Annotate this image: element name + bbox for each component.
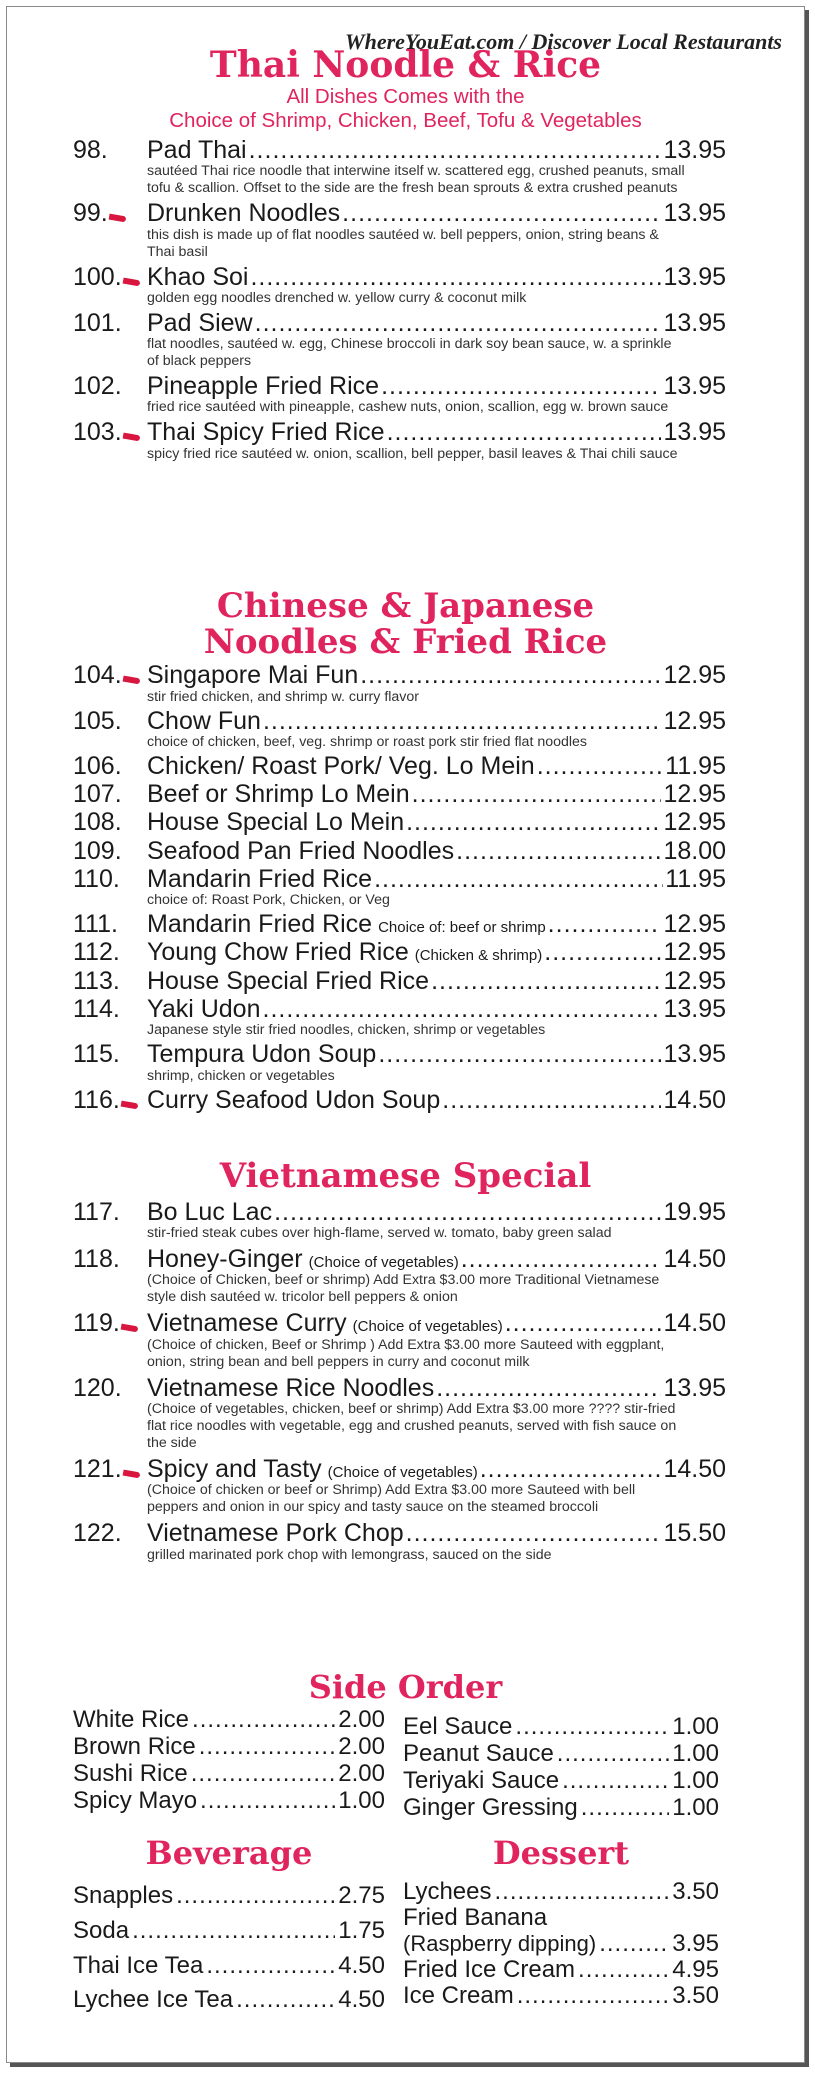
dot-leader [191,1761,336,1788]
dot-leader [176,1879,335,1914]
dot-leader [250,264,661,290]
beverage-title: Beverage [145,1834,313,1872]
menu-item[interactable] [73,1041,726,1084]
menu-item-name: Seafood Pan Fried Noodles [147,836,455,865]
menu-item-price: 14.50 [663,1454,726,1483]
menu-item-name: Pad Siew [147,308,253,337]
menu-item-description: choice of chicken, beef, veg. shrimp or roast pork stir fried flat noodles [147,733,588,750]
price-row-price: 3.95 [672,1929,719,1957]
menu-item-note: (Choice of vegetables) [308,1253,459,1271]
menu-item-price: 12.95 [663,938,726,967]
menu-item-line [73,968,726,994]
dot-leader [381,373,661,399]
menu-item-number: 99. [73,199,108,228]
menu-item-description: golden egg noodles drenched w. yellow curry & coconut milk [147,289,527,306]
menu-item-number: 118. [73,1244,120,1273]
menu-item-price: 12.95 [663,808,726,837]
price-row-name: Lychee Ice Tea [73,1986,234,2014]
menu-item[interactable] [73,809,726,835]
price-row-price: 3.50 [672,1878,719,1905]
menu-item-number-wrap [73,1456,147,1482]
menu-item-line [73,809,726,835]
price-row[interactable] [403,1795,719,1822]
price-row[interactable] [403,1714,719,1741]
price-row-name: Ice Cream [403,1981,514,2009]
price-row[interactable] [403,1905,719,1931]
dot-leader [548,911,662,937]
menu-item-price: 13.95 [663,135,726,164]
menu-item[interactable] [73,996,726,1039]
price-row[interactable] [403,1983,719,2009]
menu-item[interactable] [73,753,726,779]
menu-item-name: Thai Spicy Fried Rice [147,418,385,447]
dot-leader [537,753,664,779]
menu-item-price: 12.95 [663,706,726,735]
beverage-list [73,1879,385,2018]
price-row-name: Thai Ice Tea [73,1951,204,1979]
dot-leader [199,1734,336,1761]
menu-item-price: 13.95 [663,1040,726,1069]
dessert-list [403,1879,719,2009]
price-row-price: 2.00 [338,1706,385,1733]
vietnamese-section [7,1156,804,1564]
dot-leader [263,996,662,1022]
dot-leader [132,1914,335,1949]
dot-leader [412,781,662,807]
dot-leader [480,1456,662,1482]
menu-item-number: 114. [73,994,120,1023]
dot-leader [436,1375,661,1401]
dot-leader [387,419,662,445]
menu-item-line [73,1246,726,1272]
menu-item-name: Mandarin Fried Rice [147,910,373,939]
chili-pepper-icon [120,1324,138,1333]
price-row-name: Ginger Gressing [403,1793,578,1821]
menu-item-number: 116. [73,1085,120,1114]
dot-leader [456,838,661,864]
side-order-section [7,1668,804,1706]
menu-item[interactable] [73,1246,726,1306]
price-row[interactable] [403,1879,719,1905]
price-row-name: Snapples [73,1882,174,1909]
dot-leader [406,809,661,835]
menu-item[interactable] [73,939,726,965]
price-row-price: 1.75 [338,1916,385,1944]
menu-item-name: Vietnamese Curry [147,1309,347,1338]
menu-item-number: 107. [73,780,122,809]
dot-leader [206,1949,335,1984]
vietnamese-section-title: Vietnamese Special [219,1156,592,1196]
price-row-price: 2.00 [338,1732,385,1760]
menu-item-name: Young Chow Fried Rice [147,938,409,967]
dot-leader [360,662,661,688]
price-row-name: Fried Ice Cream [403,1955,576,1983]
price-row[interactable] [73,1983,385,2018]
menu-item-number: 119. [73,1309,120,1338]
menu-item-line [73,1199,726,1225]
menu-item-number: 112. [73,938,120,967]
menu-item-number: 104. [73,661,122,690]
dot-leader [255,310,662,336]
menu-item-name: Drunken Noodles [147,199,341,228]
price-row-price: 1.00 [672,1766,719,1794]
menu-item-price: 11.95 [665,864,726,893]
price-row[interactable] [403,1931,719,1957]
dot-leader [274,1199,661,1225]
menu-item[interactable] [73,419,726,462]
dot-leader [442,1087,661,1113]
menu-item-note: Choice of: beef or shrimp [378,919,546,937]
price-row-price: 3.50 [672,1981,719,2009]
menu-item-price: 13.95 [663,1373,726,1402]
menu-item-description: this dish is made up of flat noodles sautéed w. bell peppers, onion, string beans & Thai basil [147,226,659,260]
menu-item-number: 121. [73,1454,122,1483]
chili-pepper-icon [122,676,140,685]
menu-item-description: stir fried chicken, and shrimp w. curry flavor [147,688,420,705]
chili-pepper-icon [122,1470,140,1479]
menu-item-name: Bo Luc Lac [147,1197,273,1226]
price-row[interactable] [73,1707,385,1734]
price-row-name: White Rice [73,1706,190,1733]
menu-item-line [73,1375,726,1401]
price-row-name: Lychees [403,1878,492,1905]
menu-item-number-wrap [73,1087,147,1113]
menu-item-description: fried rice sautéed with pineapple, cashew nuts, onion, scallion, egg w. brown sauce [147,399,669,416]
menu-item-price: 12.95 [663,966,726,995]
menu-item[interactable] [73,1199,726,1242]
price-row[interactable] [73,1761,385,1788]
price-row-price: 1.00 [672,1739,719,1767]
menu-item-name: Honey-Ginger [147,1244,303,1273]
price-row-name: Sushi Rice [73,1759,188,1787]
menu-item-note: (Choice of vegetables) [352,1318,503,1336]
menu-item-number-wrap [73,264,147,290]
menu-item[interactable] [73,781,726,807]
dot-leader [192,1707,335,1734]
thai-section-title: Thai Noodle & Rice [209,44,602,86]
menu-item[interactable] [73,200,726,260]
dot-leader [599,1931,669,1957]
menu-item[interactable] [73,911,726,937]
menu-item-price: 18.00 [663,836,726,865]
menu-item-line [73,200,726,226]
menu-item-price: 13.95 [663,199,726,228]
menu-item-number: 111. [73,910,118,939]
menu-item-line [73,1087,726,1113]
price-row-name: (Raspberry dipping) [403,1930,597,1956]
menu-item-number: 101. [73,308,122,337]
price-row-name: Peanut Sauce [403,1739,554,1767]
menu-item-name: Beef or Shrimp Lo Mein [147,780,410,809]
menu-item-description: shrimp, chicken or vegetables [147,1067,335,1084]
menu-item-line [73,310,726,336]
price-row-price: 1.00 [672,1793,719,1821]
chinese-section-title-1: Chinese & Japanese [216,586,595,626]
menu-item-price: 13.95 [663,308,726,337]
dot-leader [562,1768,669,1795]
menu-item-price: 14.50 [663,1244,726,1273]
dot-leader [578,1957,669,1983]
menu-item-price: 14.50 [663,1085,726,1114]
price-row[interactable] [73,1788,385,1815]
menu-item-line [73,708,726,734]
menu-item-name: Mandarin Fried Rice [147,864,373,893]
dot-leader [431,968,661,994]
menu-item-line [73,662,726,688]
menu-item-description: (Choice of Chicken, beef or shrimp) Add Extra $3.00 more Traditional Vietnamese style dish sautéed w. tricolor bell peppers & onion [147,1272,660,1306]
menu-item-line [73,781,726,807]
price-row-name: Soda [73,1916,130,1944]
dot-leader [406,1520,662,1546]
price-row[interactable] [73,1734,385,1761]
menu-item-description: sautéed Thai rice noodle that interwine itself w. scattered egg, crushed peanuts, small tofu & scallion. Offset to the side are the fresh bean sprouts & extra crushed peanuts [147,163,685,197]
menu-item-number: 98. [73,135,108,164]
menu-item[interactable] [73,1520,726,1563]
chili-pepper-icon [122,433,140,442]
menu-item-line [73,373,726,399]
dot-leader [200,1788,335,1815]
menu-item[interactable] [73,662,726,705]
dot-leader [581,1795,670,1822]
dot-leader [544,939,661,965]
menu-item-name: House Special Lo Mein [147,808,405,837]
menu-item-number-wrap [73,419,147,445]
price-row[interactable] [73,1914,385,1949]
dot-leader [378,1041,661,1067]
price-row[interactable] [73,1949,385,1984]
menu-item-line [73,911,726,937]
menu-item-line [73,866,726,892]
price-row-name: Fried Banana [403,1903,548,1931]
dot-leader [374,866,663,892]
price-row-price: 2.00 [338,1759,385,1787]
menu-item-line [73,1456,726,1482]
price-row-name: Spicy Mayo [73,1786,198,1814]
dot-leader [249,137,662,163]
dot-leader [461,1246,662,1272]
menu-item-name: Curry Seafood Udon Soup [147,1085,441,1114]
menu-item[interactable] [73,1087,726,1113]
menu-item-number: 109. [73,836,122,865]
menu-item-number: 115. [73,1040,120,1069]
menu-item-name: Khao Soi [147,262,249,291]
price-row-price: 4.95 [672,1955,719,1983]
menu-item-number: 110. [73,864,120,893]
menu-item[interactable] [73,1310,726,1370]
dessert-section [403,1834,719,1872]
thai-subtitle-2: Choice of Shrimp, Chicken, Beef, Tofu & Vegetables [169,109,642,133]
price-row-price: 1.00 [672,1713,719,1740]
menu-item-price: 13.95 [663,262,726,291]
chinese-item-list [73,662,726,1112]
vietnamese-item-list [73,1199,726,1564]
menu-item-number: 102. [73,372,122,401]
menu-item[interactable] [73,1375,726,1452]
price-row[interactable] [403,1741,719,1768]
menu-item-name: Pad Thai [147,135,247,164]
menu-item-price: 12.95 [663,661,726,690]
menu-item-price: 13.95 [663,994,726,1023]
menu-item-line [73,838,726,864]
menu-item-line [73,137,726,163]
price-row-price: 4.50 [338,1986,385,2014]
price-row-name: Teriyaki Sauce [403,1766,560,1794]
price-row-price: 4.50 [338,1951,385,1979]
site-banner[interactable]: WhereYouEat.com / Discover Local Restaurants [345,29,782,54]
menu-item-name: House Special Fried Rice [147,966,430,995]
menu-item-line [73,419,726,445]
dot-leader [342,200,661,226]
menu-item-line [73,1041,726,1067]
menu-item-price: 13.95 [663,372,726,401]
menu-item-note: (Chicken & shrimp) [414,947,543,965]
menu-item-price: 19.95 [663,1197,726,1226]
menu-item-number: 106. [73,751,122,780]
chili-pepper-icon [120,1100,138,1109]
dot-leader [515,1714,669,1741]
menu-item-note: (Choice of vegetables) [327,1463,478,1481]
menu-item-number: 117. [73,1197,120,1226]
menu-item[interactable] [73,264,726,307]
side-order-left-column [73,1707,385,1815]
menu-item-number: 108. [73,808,122,837]
menu-item[interactable] [73,968,726,994]
side-order-right-column [403,1714,719,1822]
menu-item-number-wrap [73,662,147,688]
menu-item-number: 103. [73,418,122,447]
menu-page [6,6,805,2063]
menu-item[interactable] [73,1456,726,1516]
menu-item-description: spicy fried rice sautéed w. onion, scallion, bell pepper, basil leaves & Thai chili sauce [147,445,678,462]
menu-item-line [73,939,726,965]
dot-leader [263,708,661,734]
price-row[interactable] [403,1957,719,1983]
price-row-name: Eel Sauce [403,1713,513,1740]
menu-item-name: Singapore Mai Fun [147,661,359,690]
menu-item-number: 122. [73,1519,122,1548]
thai-section [7,44,804,463]
menu-item-number: 105. [73,706,122,735]
menu-item-name: Chow Fun [147,706,261,735]
menu-item-number-wrap [73,200,147,226]
menu-item[interactable] [73,838,726,864]
menu-item[interactable] [73,137,726,197]
menu-item-description: stir-fried steak cubes over high-flame, served w. tomato, baby green salad [147,1224,612,1241]
menu-item-description: (Choice of chicken or beef or Shrimp) Add Extra $3.00 more Sauteed with bell peppers and onion in our spicy and tasty sauce on the steamed broccoli [147,1482,636,1516]
menu-item-description: (Choice of vegetables, chicken, beef or shrimp) Add Extra $3.00 more ???? stir-fried flat rice noodles with vegetable, egg and crushed peanuts, served with fish sauce on the side [147,1400,677,1451]
dessert-title: Dessert [492,1834,630,1872]
menu-item[interactable] [73,866,726,909]
chinese-section [7,586,804,1114]
menu-item-description: flat noodles, sautéed w. egg, Chinese broccoli in dark soy bean sauce, w. a sprinkle of black peppers [147,336,672,370]
side-order-title: Side Order [308,1668,503,1706]
menu-item[interactable] [73,708,726,751]
menu-item-name: Vietnamese Pork Chop [147,1519,404,1548]
dot-leader [236,1983,335,2018]
menu-item[interactable] [73,310,726,370]
menu-item-line [73,1520,726,1546]
menu-item-line [73,264,726,290]
menu-item-number: 100. [73,262,122,291]
price-row[interactable] [73,1879,385,1914]
menu-item-name: Pineapple Fried Rice [147,372,380,401]
chili-pepper-icon [108,214,126,223]
chinese-section-title-2: Noodles & Fried Rice [203,621,608,662]
menu-item-line [73,1310,726,1336]
menu-item-number: 120. [73,1373,122,1402]
price-row[interactable] [403,1768,719,1795]
beverage-section [73,1834,385,1872]
menu-item-description: choice of: Roast Pork, Chicken, or Veg [147,892,390,909]
dot-leader [557,1741,669,1768]
dot-leader [517,1983,670,2009]
menu-item-price: 12.95 [663,910,726,939]
menu-item-line [73,753,726,779]
menu-item-price: 13.95 [663,418,726,447]
dot-leader [495,1879,670,1905]
menu-item-description: grilled marinated pork chop with lemongrass, sauced on the side [147,1546,552,1563]
thai-subtitle-1: All Dishes Comes with the [286,84,525,108]
menu-item-number: 113. [73,966,120,995]
menu-item-description: (Choice of chicken, Beef or Shrimp ) Add Extra $3.00 more Sauteed with eggplant, onion, string bean and bell peppers in curry and coconut milk [147,1336,665,1370]
price-row-price: 2.75 [338,1882,385,1909]
thai-item-list [73,137,726,463]
price-row-price: 1.00 [338,1786,385,1814]
chili-pepper-icon [122,277,140,286]
menu-item-description: Japanese style stir fried noodles, chicken, shrimp or vegetables [147,1022,546,1039]
menu-item-price: 12.95 [663,780,726,809]
menu-item[interactable] [73,373,726,416]
menu-item-name: Spicy and Tasty [147,1454,322,1483]
menu-item-price: 14.50 [663,1309,726,1338]
menu-item-number-wrap [73,1310,147,1336]
menu-item-line [73,996,726,1022]
price-row-name: Brown Rice [73,1732,196,1760]
menu-item-price: 15.50 [663,1519,726,1548]
menu-item-name: Chicken/ Roast Pork/ Veg. Lo Mein [147,751,535,780]
menu-item-name: Yaki Udon [147,994,261,1023]
menu-item-price: 11.95 [665,751,726,780]
menu-item-name: Vietnamese Rice Noodles [147,1373,435,1402]
dot-leader [505,1310,662,1336]
menu-item-name: Tempura Udon Soup [147,1040,377,1069]
